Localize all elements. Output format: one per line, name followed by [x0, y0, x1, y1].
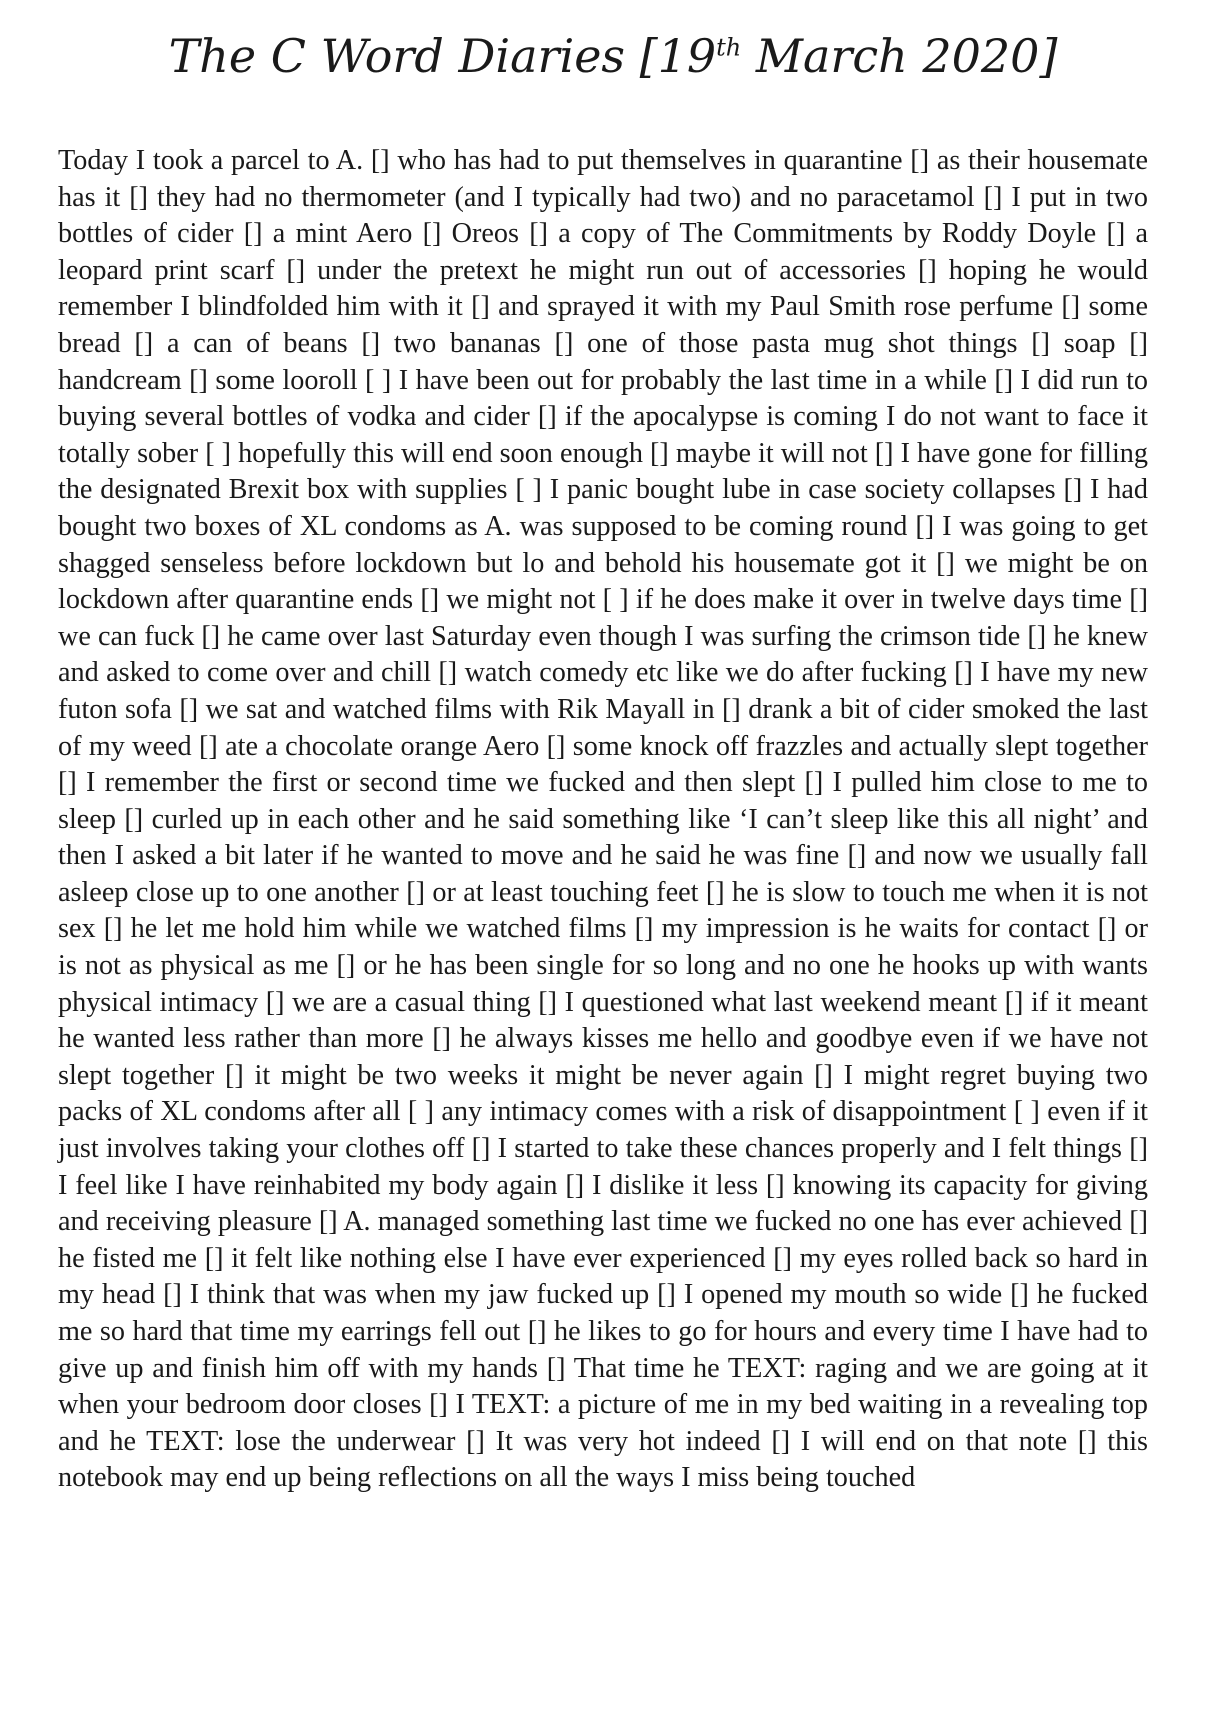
page-title — [0, 26, 1226, 86]
title-main: The C Word Diaries [19 — [168, 29, 717, 83]
title-suffix: March 2020] — [741, 29, 1058, 83]
title-superscript: th — [716, 33, 742, 62]
diary-entry-text: Today I took a parcel to A. [] who has had to put themselves in quarantine [] as their housemate has it [] they had no thermometer (and I typically had two) and no paracetamol [] I put in two bottles of cider [] a mint Aero [] Oreos [] a copy of The Commitments by Roddy Doyle [] a leopard print scarf [] under the pretext he might run out of accessories [] hoping he would remember I blindfolded him with it [] and sprayed it with my Paul Smith rose perfume [] some bread [] a can of beans [] two bananas [] one of those pasta mug shot things [] soap [] handcream [] some looroll [ ] I have been out for probably the last time in a while [] I did run to buying several bottles of vodka and cider [] if the apocalypse is coming I do not want to face it totally sober [ ] hopefully this will end soon enough [] maybe it will not [] I have gone for filling the designated Brexit box with supplies [ ] I panic bought lube in case society collapses [] I had bought two boxes of XL condoms as A. was supposed to be coming round [] I was going to get shagged senseless before lockdown but lo and behold his housemate got it [] we might be on lockdown after quarantine ends [] we might not [ ] if he does make it over in twelve days time [] we can fuck [] he came over last Saturday even though I was surfing the crimson tide [] he knew and asked to come over and chill [] watch comedy etc like we do after fucking [] I have my new futon sofa [] we sat and watched films with Rik Mayall in [] drank a bit of cider smoked the last of my weed [] ate a chocolate orange Aero [] some knock off frazzles and actually slept together [] I remember the first or second time we fucked and then slept [] I pulled him close to me to sleep [] curled up in each other and he said something like ‘I can’t sleep like this all night’ and then I asked a bit later if he wanted to move and he said he was fine [] and now we usually fall asleep close up to one another [] or at least touching feet [] he is slow to touch me when it is not sex [] he let me hold him while we watched films [] my impression is he waits for contact [] or is not as physical as me [] or he has been single for so long and no one he hooks up with wants physical intimacy [] we are a casual thing [] I questioned what last weekend meant [] if it meant he wanted less rather than more [] he always kisses me hello and goodbye even if we have not slept together [] it might be two weeks it might be never again [] I might regret buying two packs of XL condoms after all [ ] any intimacy comes with a risk of disappointment [ ] even if it just involves taking your clothes off [] I started to take these chances properly and I felt things [] I feel like I have reinhabited my body again [] I dislike it less [] knowing its capacity for giving and receiving pleasure [] A. managed something last time we fucked no one has ever achieved [] he fisted me [] it felt like nothing else I have ever experienced [] my eyes rolled back so hard in my head [] I think that was when my jaw fucked up [] I opened my mouth so wide [] he fucked me so hard that time my earrings fell out [] he likes to go for hours and every time I have had to give up and finish him off with my hands [] That time he TEXT: raging and we are going at it when your bedroom door closes [] I TEXT: a picture of me in my bed waiting in a revealing top and he TEXT: lose the underwear [] It was very hot indeed [] I will end on that note [] this notebook may end up being reflections on all the ways I miss being touched — [58, 145, 1148, 1494]
